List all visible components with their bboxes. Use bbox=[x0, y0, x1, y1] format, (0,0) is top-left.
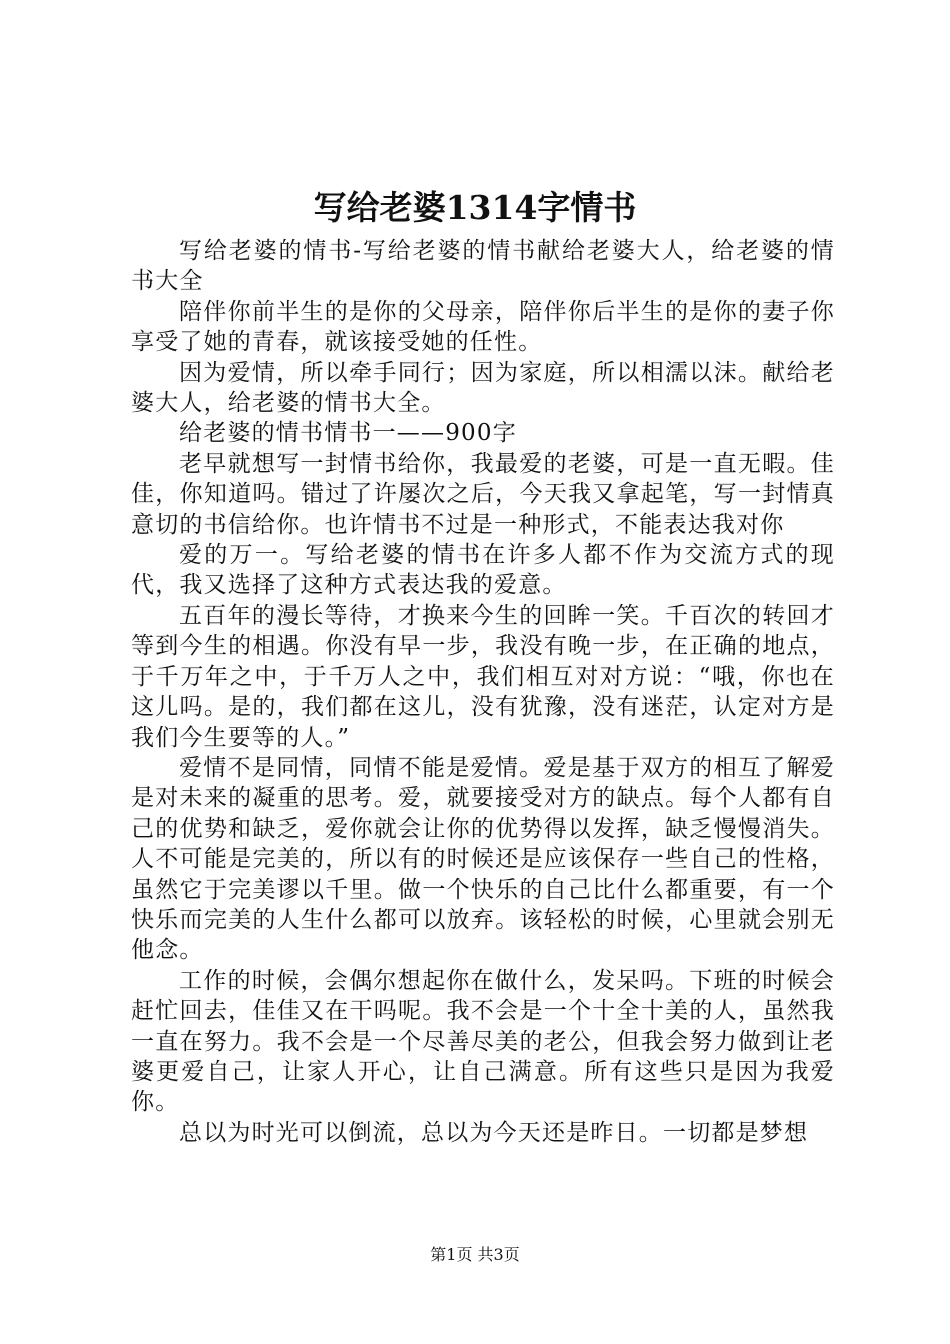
paragraph-6: 爱的万一。写给老婆的情书在许多人都不作为交流方式的现代，我又选择了这种方式表达我的爱意。 bbox=[131, 542, 835, 599]
paragraph-3: 因为爱情，所以牵手同行；因为家庭，所以相濡以沫。献给老婆大人，给老婆的情书大全。 bbox=[131, 359, 835, 417]
document-body bbox=[131, 236, 835, 1148]
paragraph-5: 老早就想写一封情书给你，我最爱的老婆，可是一直无暇。佳佳，你知道吗。错过了许屡次之后，今天我又拿起笔，写一封情真意切的书信给你。也许情书不过是一种形式，不能表达我对你 bbox=[131, 450, 835, 538]
page-footer: 第1页 共3页 bbox=[430, 1245, 520, 1264]
paragraph-1: 写给老婆的情书-写给老婆的情书献给老婆大人，给老婆的情书大全 bbox=[131, 238, 835, 295]
paragraph-7: 五百年的漫长等待，才换来今生的回眸一笑。千百次的转回才等到今生的相遇。你没有早一步，我没有晚一步，在正确的地点，于千万年之中，于千万人之中，我们相互对对方说：“哦，你也在这儿吗。是的，我们都在这儿，没有犹豫，没有迷茫，认定对方是我们今生要等的人。” bbox=[131, 602, 835, 751]
paragraph-4: 给老婆的情书情书一——900字 bbox=[179, 420, 517, 447]
paragraph-10: 总以为时光可以倒流，总以为今天还是昨日。一切都是梦想 bbox=[179, 1119, 809, 1146]
paragraph-2: 陪伴你前半生的是你的父母亲，陪伴你后半生的是你的妻子你享受了她的青春，就该接受她的任性。 bbox=[131, 298, 835, 356]
paragraph-9: 工作的时候，会偶尔想起你在做什么，发呆吗。下班的时候会赶忙回去，佳佳又在干吗呢。我不会是一个十全十美的人，虽然我一直在努力。我不会是一个尽善尽美的老公，但我会努力做到让老婆更爱自己，让家人开心，让自己满意。所有这些只是因为我爱你。 bbox=[131, 967, 835, 1116]
document-title: 写给老婆1314字情书 bbox=[313, 188, 637, 227]
paragraph-8: 爱情不是同情，同情不能是爱情。爱是基于双方的相互了解爱是对未来的凝重的思考。爱，就要接受对方的缺点。每个人都有自己的优势和缺乏，爱你就会让你的优势得以发挥，缺乏慢慢消失。人不可能是完美的，所以有的时候还是应该保存一些自己的性格，虽然它于完美谬以千里。做一个快乐的自己比什么都重要，有一个快乐而完美的人生什么都可以放弃。该轻松的时候，心里就会别无他念。 bbox=[131, 754, 835, 964]
